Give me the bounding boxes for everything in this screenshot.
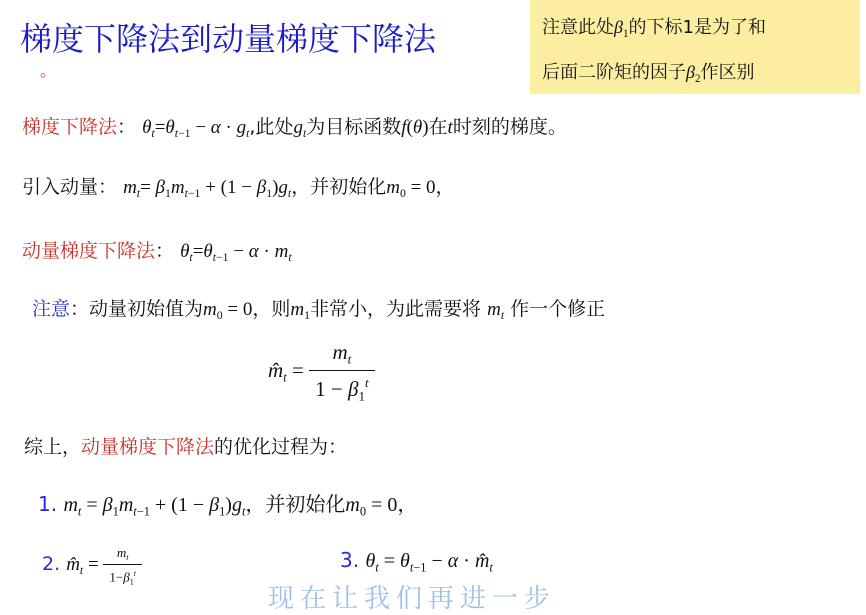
step1-formula: $m_t = \beta_1m_{t-1} + (1 - \beta_1)g_t$ [63,494,246,519]
summary-highlight: 动量梯度下降法 [81,436,215,458]
note-lead: 注意此处 [542,17,614,38]
note-beta1: $\beta_1$ [614,17,629,40]
footer-partial-text: 现在让我们再进一步 [268,584,557,614]
attention-mt: $m_t$ [487,299,505,323]
step-2 [42,545,142,586]
attention-label: 注意 [32,298,71,320]
attention-colon: ： [70,298,90,320]
note-line2-lead: 后面二阶矩的因子 [542,61,686,83]
step-3 [340,548,493,575]
gd-desc2: 在 [428,116,448,138]
momentum-init: $m_0 = 0$， [386,177,455,201]
note-line2-tail: 作区别 [700,61,755,83]
summary-tail: 的优化过程为： [214,436,348,458]
summary-lead: 综上， [24,436,82,458]
attention-text2: ，则 [252,298,291,320]
gd-desc1: 为目标函数 [306,116,402,138]
gd-t: t [447,117,453,138]
step1-number: 1. [38,492,58,516]
mgd-line [22,236,292,265]
gd-f: f(θ) [401,117,429,138]
step1-init: $m_0 = 0$， [345,494,418,519]
gd-formula: $\theta_t=\theta_{t-1} - \alpha \cdot g_t$ [142,117,250,141]
step3-formula: $\theta_t = \theta_{t-1} - \alpha$ · $m̂_t$ [365,550,493,575]
attention-m0: $m_0 = 0$ [203,299,253,323]
attention-m1: $m_1$ [290,299,311,323]
note-line-2 [542,53,852,98]
note-box [530,0,860,94]
mgd-label: 动量梯度下降法 [22,240,156,262]
step2-number: 2. [42,552,61,575]
step3-number: 3. [340,548,360,572]
gd-colon: ： [117,116,137,138]
attention-text4: 作一个修正 [504,298,606,320]
gd-label: 梯度下降法 [22,116,118,138]
bias-correction-fraction: $\frac{m_t}{1 - \beta_1^t}$ [309,340,374,404]
bias-correction-formula: $m̂_t$ = $\frac{m_t}{1 - \beta_1^t}$ [268,340,375,404]
mgd-formula: $\theta_t=\theta_{t-1} - \alpha \cdot m_t$ [180,241,292,265]
gd-line [22,112,567,141]
momentum-formula: $m_t= \beta_1m_{t-1} + (1 - \beta_1)g_t$ [123,177,292,201]
summary-line [24,432,347,459]
momentum-line [22,172,455,201]
step1-tail: ，并初始化 [245,492,346,516]
note-after-beta1: 的下标1是为了和 [628,17,766,38]
note-beta2: $\beta_2$ [686,61,701,85]
note-line-1 [542,8,852,53]
attention-text3: 非常小，为此需要将 [310,298,488,320]
step2-formula: $m̂_t$ = $\frac{m_t}{1-\beta_1^t}$ [66,554,142,575]
mgd-colon: ： [155,240,175,262]
attention-text1: 动量初始值为 [89,298,204,320]
step2-fraction: $\frac{m_t}{1-\beta_1^t}$ [103,545,142,586]
page-title: 梯度下降法到动量梯度下降法 [20,20,437,58]
gd-desc3: 时刻的梯度。 [452,116,567,138]
title-dot: 。 [40,61,57,80]
step-1 [38,488,417,519]
attention-line [32,294,605,323]
momentum-label: 引入动量： [22,176,118,198]
gd-mid: ,此处 [249,116,294,138]
momentum-tail: ，并初始化 [291,176,387,198]
gd-gt: $g_t$ [293,117,307,141]
